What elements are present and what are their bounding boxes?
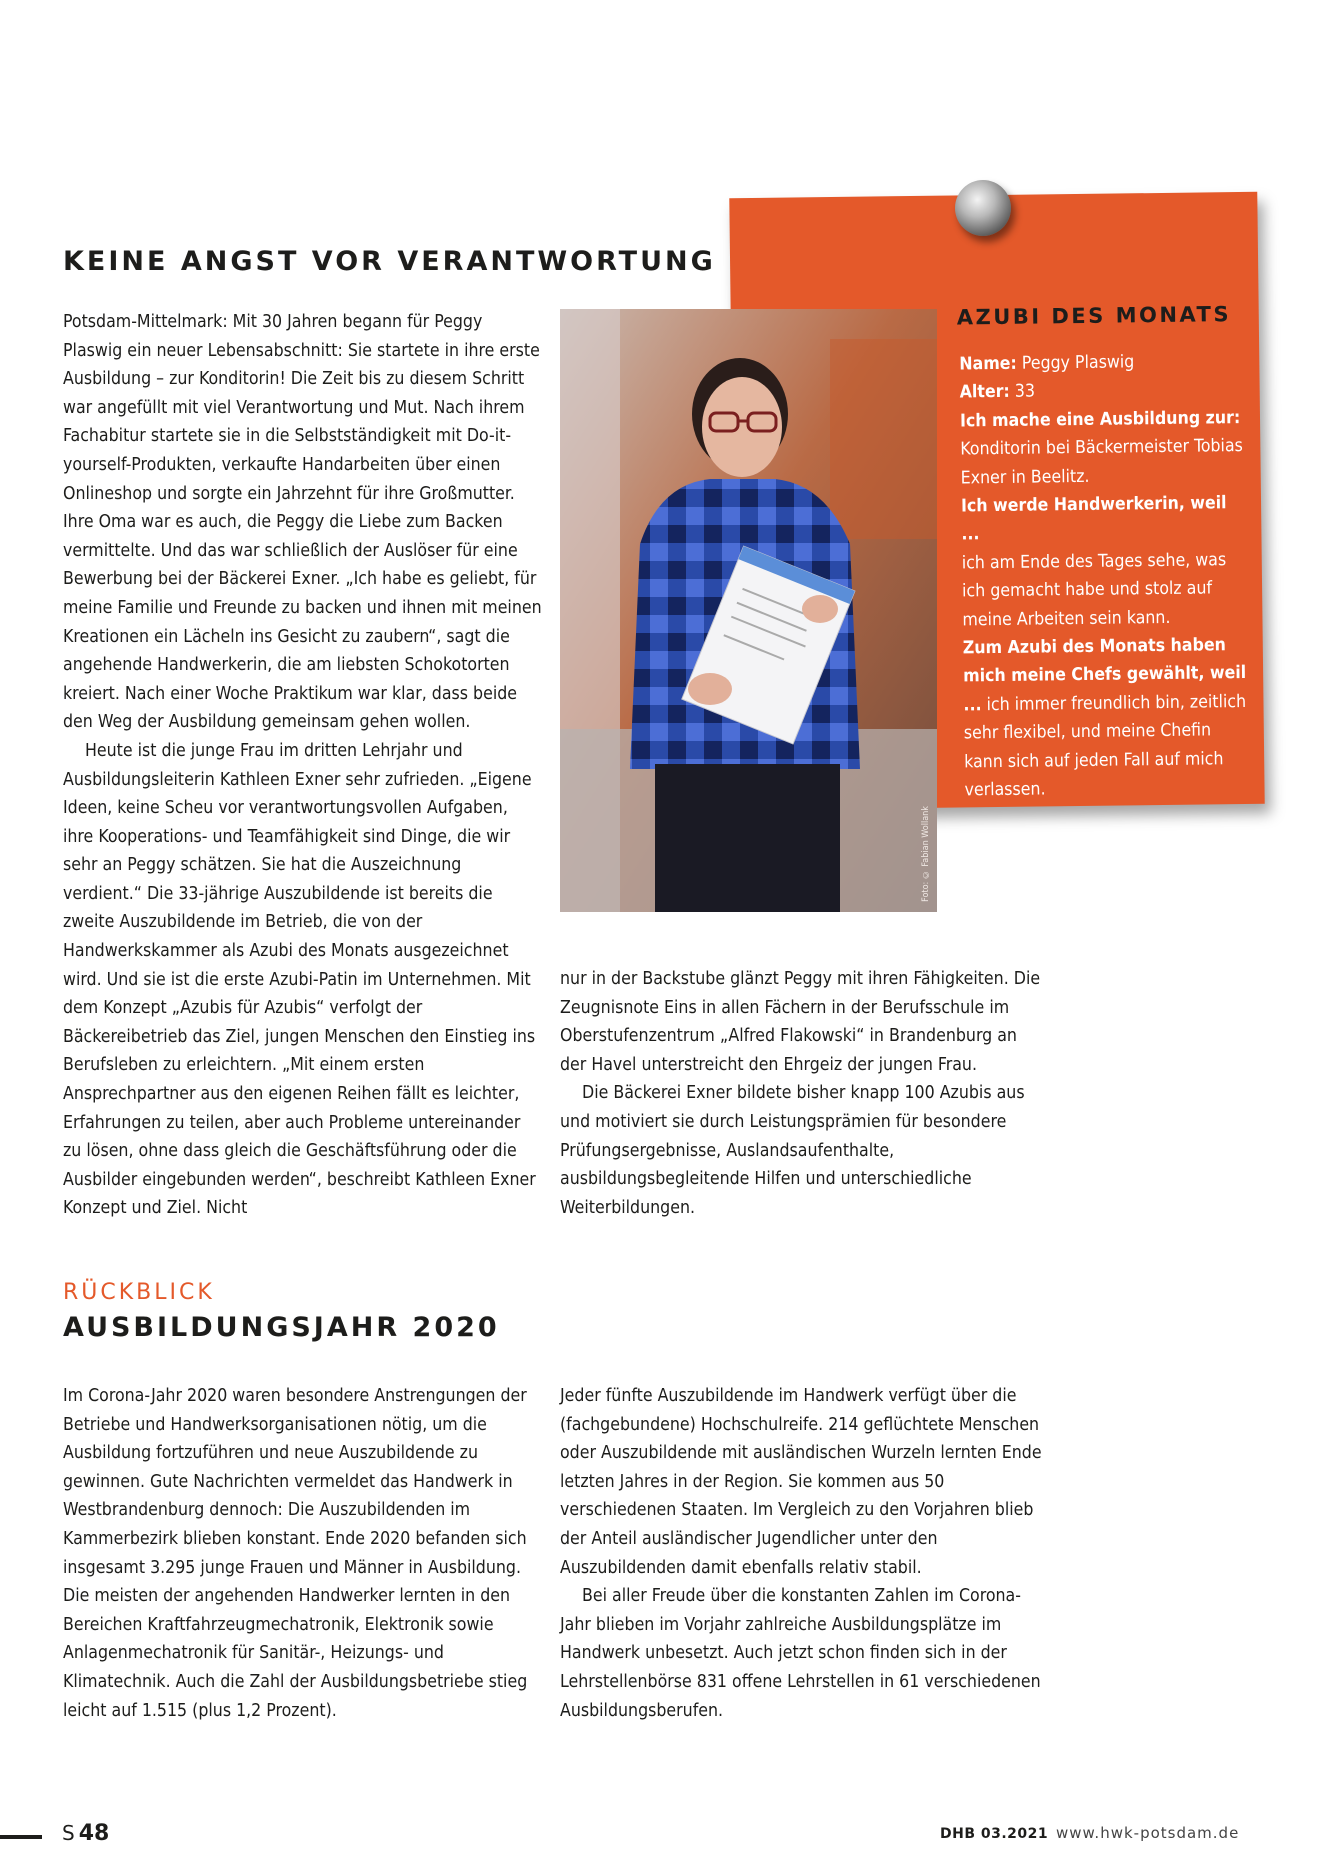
name-value: Peggy Plaswig <box>1016 352 1135 374</box>
age-value: 33 <box>1009 381 1036 403</box>
answer-1: Konditorin bei Bäckermeister Tobias Exner in Beelitz. <box>960 436 1243 489</box>
question-3: Zum Azubi des Monats haben mich meine Chefs gewählt, weil ... <box>962 635 1247 716</box>
paragraph: Die Bäckerei Exner bildete bisher knapp 100 Azubis aus und motiviert sie durch Leistungsprämien für besondere Prüfungsergebnisse, Auslandsaufenthalte, ausbildungsbegleitende Hilfen und unterschiedliche Weiterbildungen. <box>560 1083 1025 1218</box>
portrait-illustration <box>560 309 937 912</box>
question-2: Ich werde Handwerkerin, weil ... <box>960 493 1227 545</box>
section-title: AUSBILDUNGSJAHR 2020 <box>63 1312 500 1343</box>
paragraph: Im Corona-Jahr 2020 waren besondere Anstrengungen der Betriebe und Handwerksorganisationen nötig, um die Ausbildung fortzuführen und neue Auszubildende zu gewinnen. Gute Nachrichten vermeldet das Handwerk in Westbrandenburg dennoch: Die Auszubildenden im Kammerbezirk blieben konstant. Ende 2020 befanden sich insgesamt 3.295 junge Frauen und Männer in Ausbildung. Die meisten der angehenden Handwerker lernten in den Bereichen Kraftfahrzeugmechatronik, Elektronik sowie Anlagenmechatronik für Sanitär-, Heizungs- und Klimatechnik. Auch die Zahl der Ausbildungsbetriebe stieg leicht auf 1.515 (plus 1,2 Prozent). <box>63 1386 528 1721</box>
article2-column-2 <box>560 1382 1045 1725</box>
note-body <box>959 347 1250 805</box>
name-label: Name: <box>959 353 1017 375</box>
page-number <box>62 1821 109 1846</box>
article-column-2 <box>560 965 1045 1222</box>
paragraph: Bei aller Freude über die konstanten Zahlen im Corona-Jahr blieben im Vorjahr zahlreiche Ausbildungsplätze im Handwerk unbesetzt. Auch jetzt schon finden sich in der Lehrstellenbörse 831 offene Lehrstellen in 61 verschiedenen Ausbildungsberufen. <box>560 1586 1041 1721</box>
answer-3: ich immer freundlich bin, zeitlich sehr flexibel, und meine Chefin kann sich auf jeden Fall auf mich verlassen. <box>963 691 1247 801</box>
answer-2: ich am Ende des Tages sehe, was ich gemacht habe und stolz auf meine Arbeiten sein kann. <box>961 550 1227 631</box>
article-title: KEINE ANGST VOR VERANTWORTUNG <box>63 246 716 277</box>
paragraph: Jeder fünfte Auszubildende im Handwerk verfügt über die (fachgebundene) Hochschulreife. 214 geflüchtete Menschen oder Auszubildende mit ausländischen Wurzeln lernten Ende letzten Jahres in der Region. Sie kommen aus 50 verschiedenen Staaten. Im Vergleich zu den Vorjahren blieb der Anteil ausländischer Jugendlicher unter den Auszubildenden damit ebenfalls relativ stabil. <box>560 1386 1042 1578</box>
page-prefix: S <box>62 1821 75 1845</box>
question-1: Ich mache eine Ausbildung zur: <box>959 407 1241 432</box>
footer-rule <box>0 1835 42 1839</box>
article2-column-1 <box>63 1382 543 1725</box>
section-kicker: RÜCKBLICK <box>63 1280 215 1305</box>
page-number-value: 48 <box>78 1821 110 1846</box>
portrait-photo <box>560 309 937 912</box>
paragraph: Potsdam-Mittelmark: Mit 30 Jahren begann für Peggy Plaswig ein neuer Lebensabschnitt: Sie startete in ihre erste Ausbildung – zur Konditorin! Die Zeit bis zu diesem Schritt war angefüllt mit viel Verantwortung und Mut. Nach ihrem Fachabitur startete sie in die Selbstständigkeit mit Do-it-yourself-Produkten, verkaufte Handarbeiten über einen Onlineshop und sorgte ein Jahrzehnt für ihre Großmutter. Ihre Oma war es auch, die Peggy die Liebe zum Backen vermittelte. Und das war schließlich der Auslöser für eine Bewerbung bei der Bäckerei Exner. „Ich habe es geliebt, für meine Familie und Freunde zu backen und ihnen mit meinen Kreationen ein Lächeln ins Gesicht zu zaubern“, sagt die angehende Handwerkerin, die am liebsten Schokotorten kreiert. Nach einer Woche Praktikum war klar, dass beide den Weg der Ausbildung gemeinsam gehen wollen. <box>63 312 542 733</box>
article-column-1 <box>63 308 543 1223</box>
note-title: AZUBI DES MONATS <box>956 302 1232 330</box>
age-label: Alter: <box>959 382 1010 403</box>
pushpin-icon <box>955 180 1011 236</box>
website-link[interactable]: www.hwk-potsdam.de <box>1056 1824 1240 1842</box>
paragraph: Heute ist die junge Frau im dritten Lehrjahr und Ausbildungsleiterin Kathleen Exner sehr zufrieden. „Eigene Ideen, keine Scheu vor verantwortungsvollen Aufgaben, ihre Kooperations- und Teamfähigkeit sind Dinge, die wir sehr an Peggy schätzen. Sie hat die Auszeichnung verdient.“ Die 33-jährige Auszubildende ist bereits die zweite Auszubildende im Betrieb, die von der Handwerkskammer als Azubi des Monats ausgezeichnet wird. Und sie ist die erste Azubi-Patin im Unternehmen. Mit dem Konzept „Azubis für Azubis“ verfolgt der Bäckereibetrieb das Ziel, jungen Menschen den Einstieg ins Berufsleben zu erleichtern. „Mit einem ersten Ansprechpartner aus den eigenen Reihen fällt es leichter, Erfahrungen zu teilen, aber auch Probleme untereinander zu lösen, ohne dass gleich die Geschäftsführung oder die Ausbilder eingebunden werden“, beschreibt Kathleen Exner Konzept und Ziel. Nicht <box>63 740 536 1219</box>
paragraph: nur in der Backstube glänzt Peggy mit ihren Fähigkeiten. Die Zeugnisnote Eins in allen Fächern in der Berufsschule im Oberstufenzentrum „Alfred Flakowski“ in Brandenburg an der Havel unterstreicht den Ehrgeiz der jungen Frau. <box>560 969 1041 1075</box>
magazine-issue: DHB 03.2021 <box>940 1826 1049 1842</box>
photo-credit: Foto: © Fabian Wollank <box>921 806 931 902</box>
